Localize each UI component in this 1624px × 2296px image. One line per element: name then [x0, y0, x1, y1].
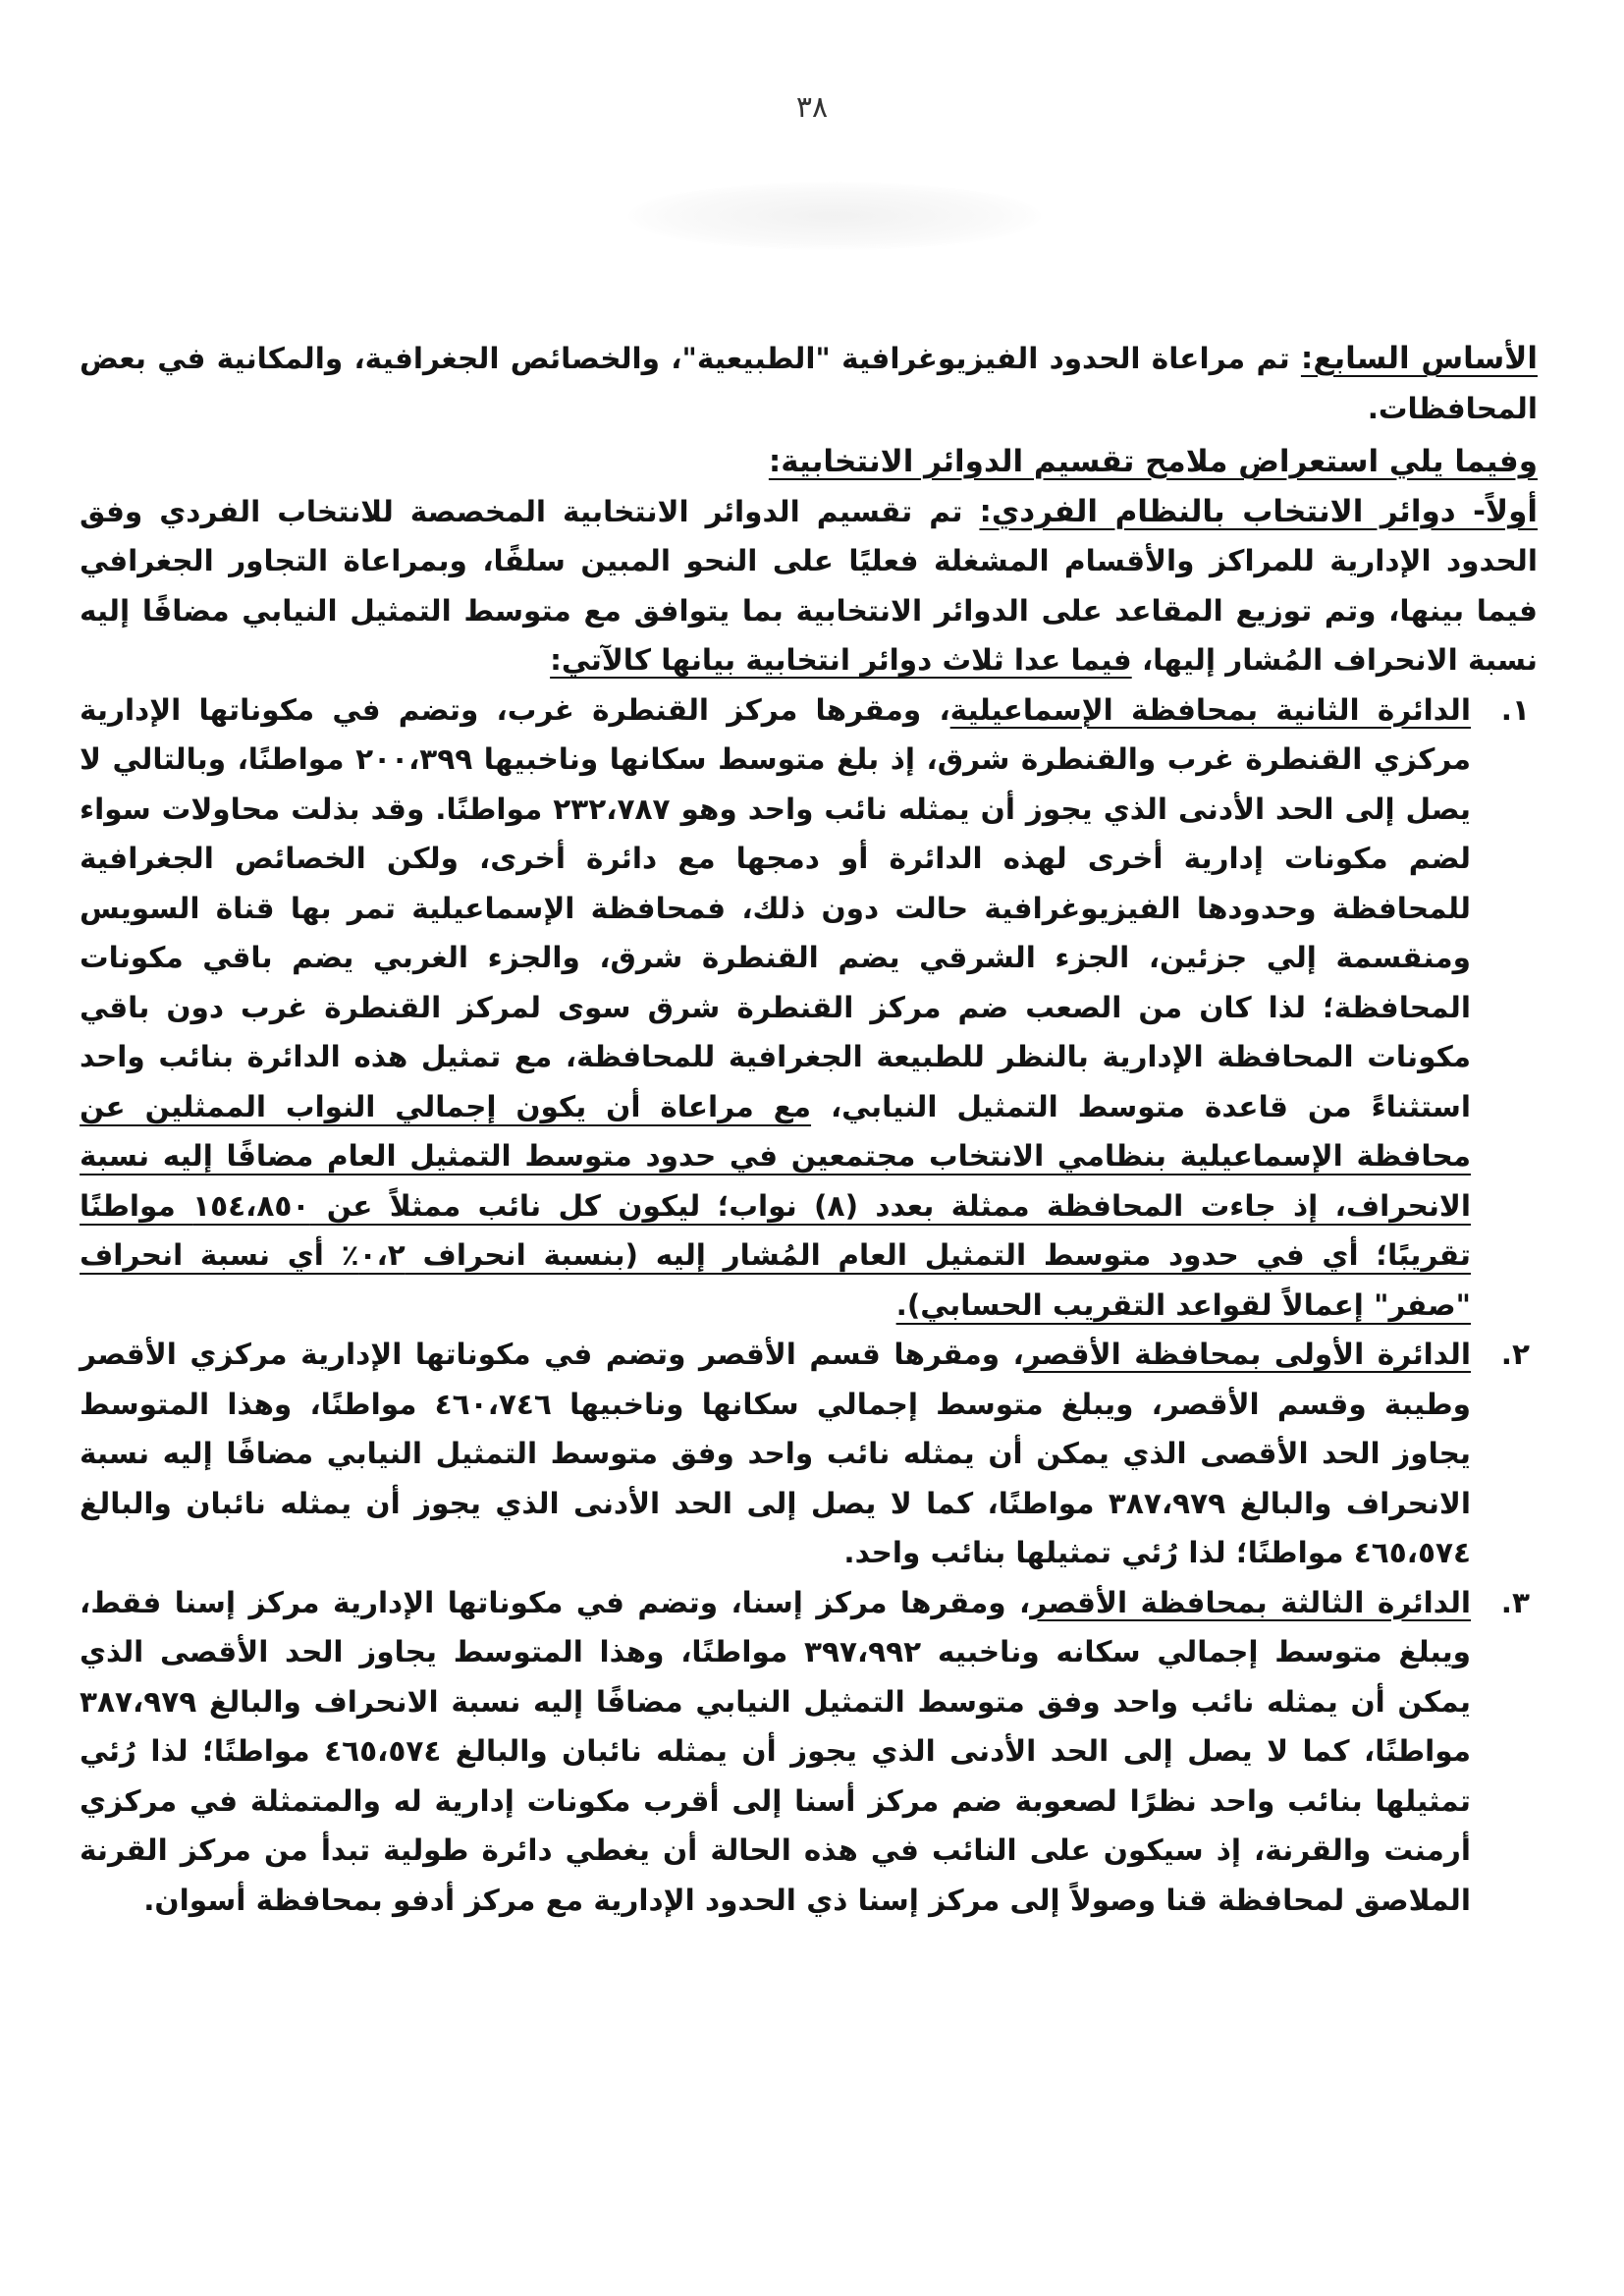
basis-seven-paragraph [80, 334, 1538, 433]
first-paragraph [80, 487, 1538, 685]
basis-seven-text: تم مراعاة الحدود الفيزيوغرافية "الطبيعية"، والخصائص الجغرافية، والمكانية في بعض المحافظات. [80, 342, 1538, 425]
item-text: ، ومقرها مركز إسنا، وتضم في مكوناتها الإدارية مركز إسنا فقط، ويبلغ متوسط إجمالي سكانه وناخبيه ٣٩٧،٩٩٢ مواطنًا، وهذا المتوسط يجاوز الحد الأقصى الذي يمكن أن يمثله نائب واحد وفق متوسط التمثيل النيابي مضافًا إليه نسبة الانحراف والبالغ ٣٨٧،٩٧٩ مواطنًا، كما لا يصل إلى الحد الأدنى الذي يجوز أن يمثله نائبان والبالغ ٤٦٥،٥٧٤ مواطنًا؛ لذا رُئي تمثيلها بنائب واحد نظرًا لصعوبة ضم مركز أسنا إلى أقرب مكونات إدارية له والمتمثلة في مركزي أرمنت والقرنة، إذ سيكون على النائب في هذه الحالة أن يغطي دائرة طولية تبدأ من مركز القرنة الملاصق لمحافظة قنا وصولاً إلى مركز إسنا ذي الحدود الإدارية مع مركز أدفو بمحافظة أسوان. [80, 1585, 1471, 1917]
circuits-list [80, 685, 1538, 1926]
first-label: أولاً- دوائر الانتخاب بالنظام الفردي: [979, 493, 1538, 529]
item-text: ، ومقرها قسم الأقصر وتضم في مكوناتها الإدارية مركزي الأقصر وطيبة وقسم الأقصر، ويبلغ متوسط إجمالي سكانها وناخبيها ٤٦٠،٧٤٦ مواطنًا، وهذا المتوسط يجاوز الحد الأقصى الذي يمكن أن يمثله نائب واحد وفق متوسط التمثيل النيابي مضافًا إليه نسبة الانحراف والبالغ ٣٨٧،٩٧٩ مواطنًا، كما لا يصل إلى الحد الأدنى الذي يجوز أن يمثله نائبان والبالغ ٤٦٥،٥٧٤ مواطنًا؛ لذا رُئي تمثيلها بنائب واحد. [80, 1338, 1471, 1569]
document-body [80, 334, 1538, 1925]
section-heading: وفيما يلي استعراض ملامح تقسيم الدوائر الانتخابية: [768, 444, 1538, 479]
list-item [80, 1330, 1538, 1578]
page-number: ٣٨ [795, 90, 829, 125]
item-title: الدائرة الثالثة بمحافظة الأقصر [1030, 1585, 1472, 1619]
list-item [80, 1578, 1538, 1926]
item-title: الدائرة الأولى بمحافظة الأقصر [1023, 1338, 1471, 1371]
item-text: ، ومقرها مركز القنطرة غرب، وتضم في مكوناتها الإدارية مركزي القنطرة غرب والقنطرة شرق، إذ بلغ متوسط سكانها وناخبيها ٢٠٠،٣٩٩ مواطنًا، وبالتالي لا يصل إلى الحد الأدنى الذي يجوز أن يمثله نائب واحد وهو ٢٣٢،٧٨٧ مواطنًا. وقد بذلت محاولات سواء لضم مكونات إدارية أخرى لهذه الدائرة أو دمجها مع دائرة أخرى، ولكن الخصائص الجغرافية للمحافظة وحدودها الفيزيوغرافية حالت دون ذلك، فمحافظة الإسماعيلية تمر بها قناة السويس ومنقسمة إلي جزئين، الجزء الشرقي يضم القنطرة شرق، والجزء الغربي يضم باقي مكونات المحافظة؛ لذا كان من الصعب ضم مركز القنطرة شرق سوى لمركز القنطرة غرب دون باقي مكونات المحافظة الإدارية بالنظر للطبيعة الجغرافية للمحافظة، مع تمثيل هذه الدائرة بنائب واحد استثناءً من قاعدة متوسط التمثيل النيابي، [80, 692, 1471, 1123]
item-underlined-text: مع مراعاة أن يكون إجمالي النواب الممثلين عن محافظة الإسماعيلية بنظامي الانتخاب مجتمعين في حدود متوسط التمثيل العام مضافًا إليه نسبة الانحراف، إذ جاءت المحافظة ممثلة بعدد (٨) نواب؛ ليكون كل نائب ممثلاً عن ١٥٤،٨٥٠ مواطنًا تقريبًا؛ أي في حدود متوسط التمثيل العام المُشار إليه (بنسبة انحراف ٠،٢٪ أي نسبة انحراف "صفر" إعمالاً لقواعد التقريب الحسابي). [80, 1089, 1471, 1322]
item-number: ٢. [1500, 1338, 1530, 1371]
list-item [80, 685, 1538, 1331]
item-title: الدائرة الثانية بمحافظة الإسماعيلية [949, 692, 1471, 727]
item-number: ١. [1500, 692, 1530, 727]
first-text: تم تقسيم الدوائر الانتخابية المخصصة للانتخاب الفردي وفق الحدود الإدارية للمراكز والأقسام المشغلة فعليًا على النحو المبين سلفًا، وبمراعاة التجاور الجغرافي فيما بينها، وتم توزيع المقاعد على الدوائر الانتخابية بما يتوافق مع متوسط التمثيل النيابي مضافًا إليه نسبة الانحراف المُشار إليها، [80, 494, 1538, 677]
first-closing: فيما عدا ثلاث دوائر انتخابية بيانها كالآتي: [550, 643, 1132, 677]
item-number: ٣. [1500, 1585, 1530, 1619]
scan-smudge [628, 182, 1041, 250]
basis-seven-label: الأساس السابع: [1300, 341, 1538, 376]
section-heading-paragraph [80, 437, 1538, 487]
